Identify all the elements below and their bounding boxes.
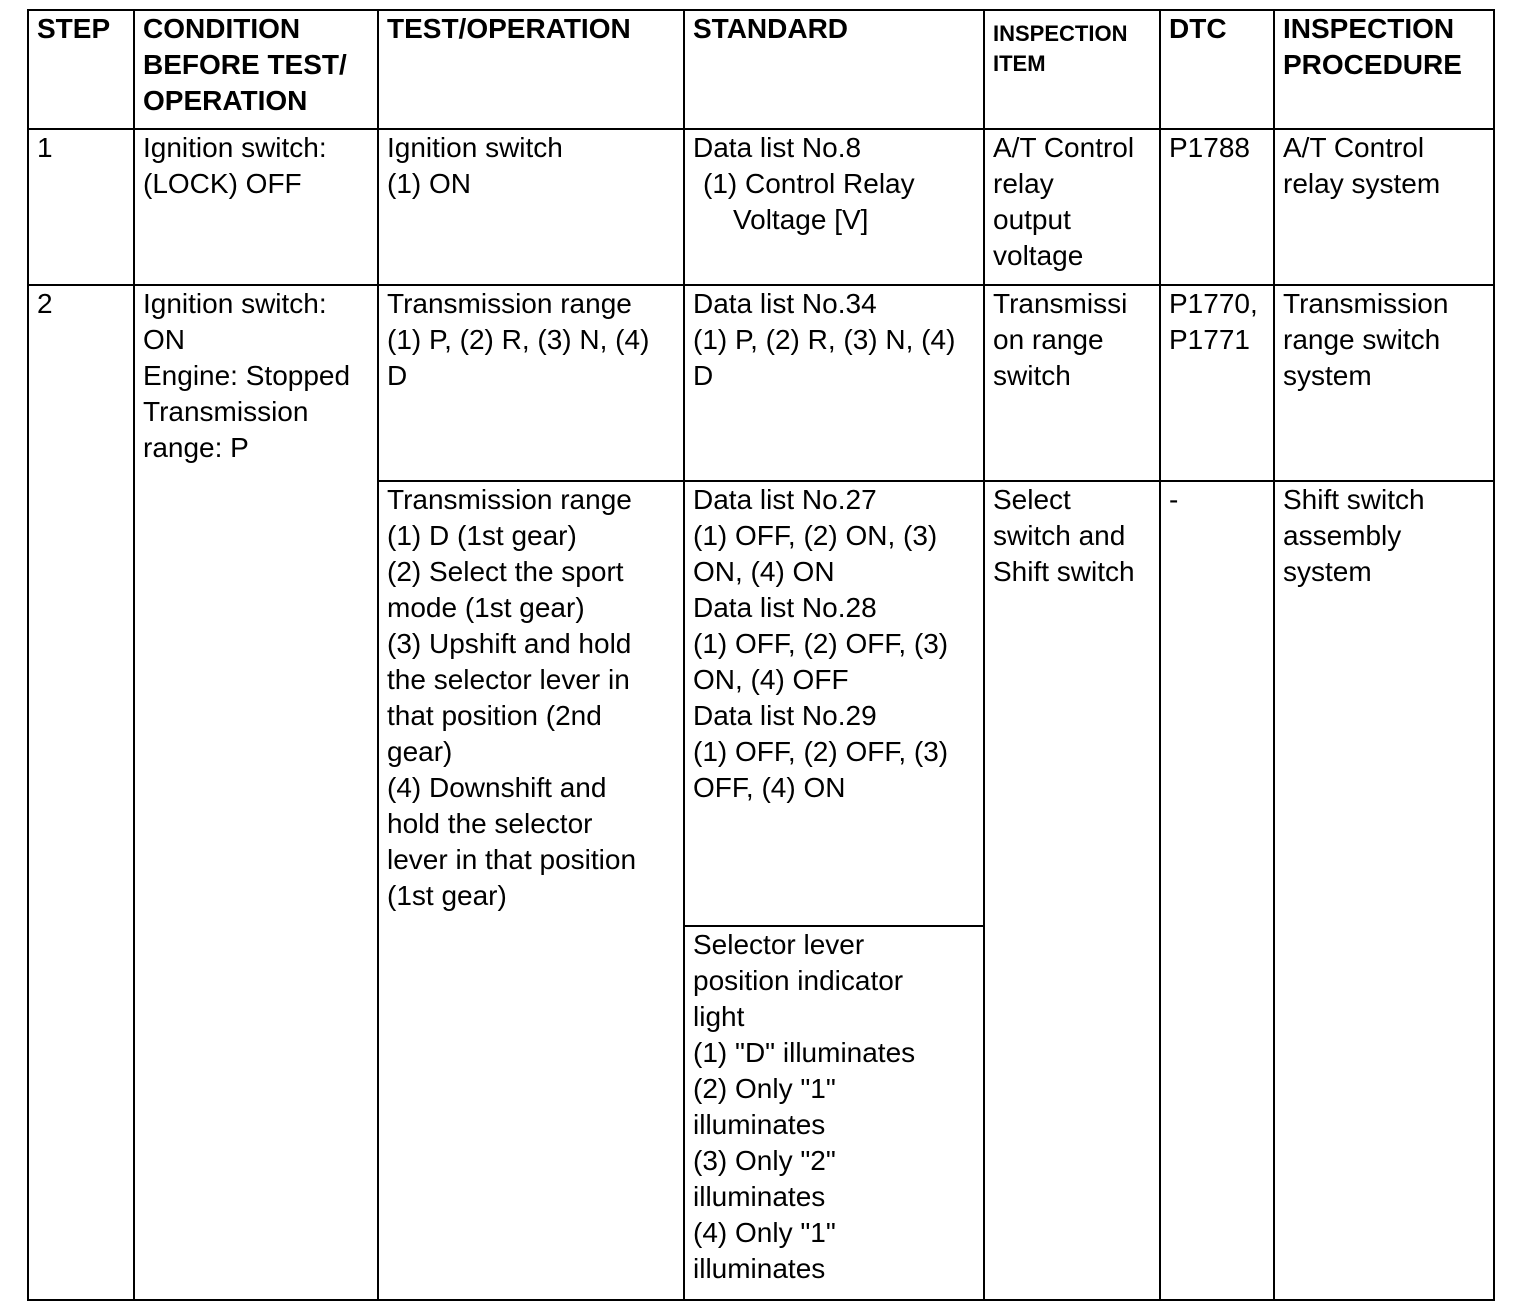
cell-dtc: - <box>1160 481 1274 1300</box>
cell-standard: Data list No.34 (1) P, (2) R, (3) N, (4) D <box>684 285 984 481</box>
table-row-step-1 <box>28 129 1494 285</box>
cell-test-operation: Transmission range (1) P, (2) R, (3) N, (4) D <box>378 285 684 481</box>
cell-inspection-procedure: Transmission range switch system <box>1274 285 1494 481</box>
cell-test-operation: Ignition switch (1) ON <box>378 129 684 285</box>
header-row <box>28 10 1494 129</box>
cell-inspection-item: A/T Control relay output voltage <box>984 129 1160 285</box>
header-standard: STANDARD <box>684 10 984 129</box>
header-dtc: DTC <box>1160 10 1274 129</box>
cell-inspection-procedure: A/T Control relay system <box>1274 129 1494 285</box>
cell-condition: Ignition switch: (LOCK) OFF <box>134 129 378 285</box>
cell-inspection-procedure: Shift switch assembly system <box>1274 481 1494 1300</box>
header-condition: CONDITION BEFORE TEST/ OPERATION <box>134 10 378 129</box>
cell-inspection-item: Select switch and Shift switch <box>984 481 1160 1300</box>
inspection-procedure-table <box>27 9 1495 1301</box>
cell-condition: Ignition switch: ON Engine: Stopped Transmission range: P <box>134 285 378 1300</box>
table-row-step-2 <box>28 285 1494 481</box>
cell-dtc: P1788 <box>1160 129 1274 285</box>
cell-standard: Data list No.27 (1) OFF, (2) ON, (3) ON, (4) ON Data list No.28 (1) OFF, (2) OFF, (3) ON, (4) OFF Data list No.29 (1) OFF, (2) OFF, (3) OFF, (4) ON <box>684 481 984 926</box>
cell-dtc: P1770, P1771 <box>1160 285 1274 481</box>
cell-standard: Data list No.8 (1) Control Relay Voltage [V] <box>684 129 984 285</box>
header-inspection-procedure: INSPECTION PROCEDURE <box>1274 10 1494 129</box>
header-step: STEP <box>28 10 134 129</box>
header-inspection-item: INSPECTION ITEM <box>984 10 1160 129</box>
cell-step: 1 <box>28 129 134 285</box>
cell-standard: Selector lever position indicator light (1) "D" illuminates (2) Only "1" illuminates (3) Only "2" illuminates (4) Only "1" illuminates <box>684 926 984 1300</box>
header-test-operation: TEST/OPERATION <box>378 10 684 129</box>
cell-test-operation: Transmission range (1) D (1st gear) (2) Select the sport mode (1st gear) (3) Upshift and hold the selector lever in that position (2nd gear) (4) Downshift and hold the selector lever in that position (1st gear) <box>378 481 684 1300</box>
cell-inspection-item: Transmissi on range switch <box>984 285 1160 481</box>
cell-step: 2 <box>28 285 134 1300</box>
inspection-table-page <box>27 9 1495 1301</box>
